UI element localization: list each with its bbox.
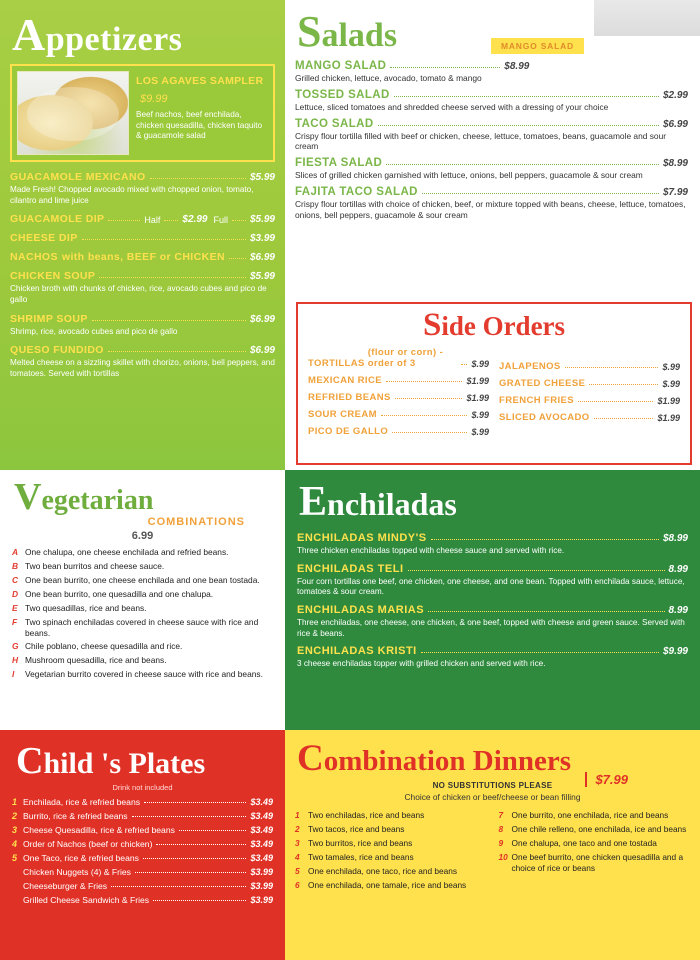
item-name: NACHOS [10, 251, 58, 264]
item-number: 3 [12, 825, 18, 835]
salads-section [285, 0, 700, 300]
item-name: ENCHILADAS MINDY'S [297, 532, 427, 545]
side-orders-right-column [499, 347, 680, 443]
appetizers-title-rest: ppetizers [45, 21, 183, 58]
list-item [12, 641, 273, 652]
sampler-price: $9.99 [140, 93, 168, 105]
vegetarian-title [14, 478, 273, 516]
menu-item [308, 426, 489, 437]
list-item [295, 810, 487, 821]
leader-dots [394, 96, 659, 97]
full-label: Full [213, 215, 228, 226]
enchiladas-title-cap: E [299, 479, 328, 525]
leader-dots [144, 802, 246, 803]
menu-item [295, 118, 688, 153]
list-item [295, 880, 487, 891]
enchiladas-title-rest: nchiladas [327, 486, 457, 522]
menu-item [12, 895, 273, 905]
leader-dots [92, 320, 246, 321]
half-label: Half [144, 215, 161, 226]
item-number: 9 [498, 837, 504, 848]
item-name: Cheeseburger & Fries [23, 881, 108, 891]
item-letter: F [12, 616, 18, 627]
combination-dinners-title-cap: C [297, 738, 324, 779]
menu-item [295, 157, 688, 181]
combination-choice-note: Choice of chicken or beef/cheese or bean filling [404, 792, 581, 802]
item-price: $3.99 [250, 895, 273, 905]
enchiladas-title [299, 480, 688, 524]
item-description: Grilled chicken, lettuce, avocado, tomato & mango [295, 73, 482, 83]
leader-dots [408, 570, 665, 571]
item-price: $8.99 [504, 61, 530, 72]
sampler-text [129, 71, 268, 155]
item-number: 4 [12, 839, 18, 849]
item-name: Cheese Quesadilla, rice & refried beans [23, 825, 175, 835]
item-price: $3.49 [250, 811, 273, 821]
item-price: $3.49 [250, 853, 273, 863]
item-letter: H [12, 655, 19, 666]
menu-item [12, 825, 273, 835]
menu-item [308, 409, 489, 420]
item-name: FIESTA SALAD [295, 157, 383, 169]
item-text: One chalupa, one taco and one tostada [511, 837, 657, 848]
item-name: TACO SALAD [295, 117, 374, 130]
item-description: Crispy flour tortilla filled with beef or chicken, cheese, lettuce, tomatoes, beans, guacamole and sour cream [295, 130, 667, 152]
item-half-price: $2.99 [182, 214, 208, 226]
item-text: One bean burrito, one cheese enchilada and one bean tostada. [25, 574, 260, 585]
menu-item [295, 89, 688, 113]
item-price: $.99 [471, 409, 489, 420]
item-price: $3.49 [250, 839, 273, 849]
item-name: FAJITA TACO SALAD [295, 185, 418, 198]
item-name: ENCHILADAS MARIAS [297, 604, 425, 617]
no-substitutions-note: NO SUBSTITUTIONS PLEASE [432, 781, 553, 790]
item-price: $2.99 [662, 89, 688, 101]
item-description: Four corn tortillas one beef, one chicken, one cheese, and one bean. Topped with enchilada sauce, lettuce, tomatoes & sour cream. [297, 576, 685, 597]
item-description: Shrimp, rice, avocado cubes and pico de gallo [10, 326, 178, 336]
combination-price: $7.99 [585, 772, 628, 787]
item-price: $8.99 [662, 158, 688, 169]
sampler-name: LOS AGAVES SAMPLER [136, 75, 264, 87]
item-price: $3.99 [250, 867, 273, 877]
list-item [499, 810, 691, 821]
item-price: $1.99 [657, 395, 680, 406]
item-text: One enchilada, one tamale, rice and beans [308, 879, 467, 890]
item-name: Enchilada, rice & refried beans [23, 797, 141, 807]
item-number: 5 [295, 865, 300, 876]
vegetarian-title-cap: V [14, 476, 42, 518]
leader-dots [381, 415, 468, 416]
item-text: Vegetarian burrito covered in cheese sauce with rice and beans. [25, 669, 263, 680]
menu-item [12, 881, 273, 891]
item-description: Melted cheese on a sizzling skillet with chorizo, onions, bell peppers, and tomatoes. Served with tortillas [10, 358, 275, 378]
leader-dots [421, 652, 659, 653]
item-name: Order of Nachos (beef or chicken) [23, 839, 153, 849]
list-item [12, 603, 273, 614]
item-name: SHRIMP SOUP [10, 312, 88, 325]
list-item [12, 561, 273, 572]
leader-dots [108, 351, 246, 352]
menu-item [499, 412, 680, 423]
item-price: $8.99 [662, 533, 688, 545]
list-item [295, 824, 487, 835]
item-name: PICO DE GALLO [308, 425, 389, 437]
item-text: Mushroom quesadilla, rice and beans. [25, 655, 167, 666]
item-description: Chicken broth with chunks of chicken, rice, avocado cubes and pico de gallo [10, 284, 267, 304]
menu-item [499, 378, 680, 389]
leader-dots [111, 886, 246, 887]
leader-dots [99, 277, 246, 278]
item-number: 1 [295, 810, 300, 820]
item-price: $1.99 [657, 412, 680, 423]
item-name: Burrito, rice & refried beans [23, 811, 128, 821]
menu-item [295, 186, 688, 221]
menu-item [308, 347, 489, 369]
menu-item [297, 604, 688, 639]
combination-dinners-section [285, 730, 700, 960]
item-name: ENCHILADAS KRISTI [297, 645, 417, 658]
item-name: FRENCH FRIES [499, 394, 574, 406]
item-name: Chicken Nuggets (4) & Fries [23, 867, 131, 877]
childs-plates-title-rest: hild 's Plates [43, 747, 206, 780]
item-note: (flour or corn) - order of 3 [367, 346, 444, 369]
combination-right-column [499, 810, 691, 894]
list-item [295, 852, 487, 863]
leader-dots [108, 220, 140, 221]
item-name: SLICED AVOCADO [499, 411, 590, 423]
menu-item [10, 232, 275, 244]
item-name: TORTILLAS [308, 357, 365, 369]
leader-dots [594, 418, 654, 419]
item-description: Crispy flour tortillas with choice of chicken, beef, or mixture topped with beans, cheese, lettuce, tomatoes, onions, bell peppers, guacamole & sour cream [295, 198, 686, 220]
menu-item [297, 645, 688, 670]
leader-dots [392, 432, 467, 433]
menu-item [10, 270, 275, 305]
item-price: $6.99 [662, 118, 688, 130]
leader-dots [232, 220, 246, 221]
leader-dots [143, 858, 247, 859]
leader-dots [150, 178, 246, 179]
item-letter: A [12, 547, 19, 557]
leader-dots [422, 193, 659, 194]
food-plate-photo [17, 71, 129, 155]
item-number: 2 [12, 811, 18, 821]
leader-dots [153, 900, 246, 901]
item-number: 5 [12, 853, 18, 863]
item-price: $3.49 [250, 797, 273, 807]
leader-dots [461, 364, 467, 365]
item-text: Two quesadillas, rice and beans. [25, 602, 147, 613]
menu-item [499, 361, 680, 372]
item-text: Two enchiladas, rice and beans [308, 810, 425, 820]
item-name: Grilled Cheese Sandwich & Fries [23, 895, 150, 905]
menu-item [499, 395, 680, 406]
appetizers-section [0, 0, 285, 470]
combination-grid [295, 810, 690, 894]
leader-dots [179, 830, 247, 831]
item-text: Two burritos, rice and beans [308, 837, 413, 848]
item-name: TOSSED SALAD [295, 88, 390, 101]
item-price: $1.99 [466, 392, 489, 403]
item-number: 2 [295, 823, 300, 834]
item-letter: G [12, 641, 19, 652]
item-name: CHEESE DIP [10, 232, 78, 245]
menu-item [12, 839, 273, 849]
side-orders-title [308, 308, 680, 343]
menu-item [308, 392, 489, 403]
item-price: $6.99 [249, 345, 275, 357]
leader-dots [164, 220, 178, 221]
item-name: ENCHILADAS TELI [297, 562, 404, 575]
list-item [12, 547, 273, 558]
item-text: Two bean burritos and cheese sauce. [25, 560, 165, 571]
item-name: JALAPENOS [499, 360, 561, 372]
combination-left-column [295, 810, 487, 894]
menu-item [10, 171, 275, 206]
menu-item [10, 313, 275, 338]
salad-photo [594, 0, 700, 36]
childs-plates-title-cap: C [16, 740, 44, 782]
item-price: 8.99 [668, 605, 688, 617]
item-text: One chalupa, one cheese enchilada and refried beans. [25, 547, 229, 557]
item-name: MEXICAN RICE [308, 374, 382, 386]
item-name: QUESO FUNDIDO [10, 344, 104, 357]
side-orders-section [296, 302, 692, 465]
item-price: $.99 [662, 378, 680, 389]
item-name: One Taco, rice & refried beans [23, 853, 139, 863]
item-full-price: $5.99 [249, 214, 275, 226]
item-letter: E [12, 602, 18, 613]
leader-dots [156, 844, 246, 845]
item-number: 6 [295, 879, 300, 890]
list-item [12, 655, 273, 666]
leader-dots [386, 164, 659, 165]
item-text: One beef burrito, one chicken quesadilla and a choice of rice or beans [511, 851, 684, 873]
item-number: 10 [498, 851, 508, 862]
item-text: Two tacos, rice and beans [308, 823, 405, 834]
leader-dots [132, 816, 247, 817]
leader-dots [390, 67, 500, 68]
item-price: $.99 [471, 426, 489, 437]
vegetarian-section [0, 470, 285, 730]
side-orders-title-cap: S [422, 307, 442, 343]
item-subtext: with beans, BEEF or CHICKEN [61, 251, 225, 264]
sampler-description: Beef nachos, beef enchilada, chicken quesadilla, chicken taquito & guacamole salad [136, 110, 263, 141]
mango-salad-tab: MANGO SALAD [491, 38, 584, 54]
enchiladas-section [285, 470, 700, 730]
item-name: GUACAMOLE MEXICANO [10, 171, 146, 183]
leader-dots [565, 367, 659, 368]
list-item [499, 824, 691, 835]
item-price: $5.99 [249, 271, 275, 283]
item-price: $3.49 [250, 825, 273, 835]
menu-item [295, 60, 688, 84]
menu-item [10, 344, 275, 379]
leader-dots [431, 539, 659, 540]
list-item [12, 617, 273, 639]
list-item [295, 838, 487, 849]
menu-item [12, 797, 273, 807]
item-name: MANGO SALAD [295, 60, 387, 72]
item-number: 1 [12, 797, 18, 807]
item-description: Made Fresh! Chopped avocado mixed with chopped onion, tomato, cilantro and lime juice [10, 185, 254, 205]
item-name: CHICKEN SOUP [10, 270, 96, 283]
item-price: $6.99 [249, 313, 275, 325]
item-description: Lettuce, sliced tomatoes and shredded cheese served with a dressing of your choice [295, 101, 609, 112]
childs-plates-title [16, 742, 273, 780]
appetizers-title [12, 9, 275, 60]
list-item [499, 838, 691, 849]
menu-item [10, 213, 275, 225]
menu-item [12, 811, 273, 821]
item-letter: D [12, 588, 19, 599]
item-name: GUACAMOLE DIP [10, 213, 105, 226]
combination-dinners-title [297, 740, 690, 777]
item-price: $3.99 [250, 881, 273, 891]
item-price: $7.99 [662, 186, 688, 198]
item-price: $3.99 [249, 233, 275, 245]
item-price: $.99 [662, 361, 680, 372]
item-text: One enchilada, one taco, rice and beans [308, 865, 457, 876]
item-number: 3 [295, 837, 300, 848]
side-orders-grid [308, 347, 680, 443]
item-text: One burrito, one enchilada, rice and beans [511, 810, 669, 820]
item-description: Three enchiladas, one cheese, one chicken, & one beef, topped with cheese and green sauce. Served with rice & beans. [297, 618, 685, 638]
item-description: Three chicken enchiladas topped with cheese sauce and served with rice. [297, 546, 565, 556]
leader-dots [589, 384, 658, 385]
item-text: Chile poblano, cheese quesadilla and rice. [25, 641, 183, 652]
leader-dots [135, 872, 247, 873]
sampler-item [10, 64, 275, 162]
menu-item [12, 867, 273, 877]
item-description: 3 cheese enchiladas topper with grilled chicken and served with rice. [297, 659, 546, 669]
item-number: 7 [498, 810, 504, 820]
item-name: GRATED CHEESE [499, 377, 586, 389]
vegetarian-title-rest: egetarian [41, 485, 154, 516]
list-item [12, 669, 273, 680]
item-letter: I [12, 669, 15, 680]
leader-dots [229, 258, 246, 259]
item-text: Two tamales, rice and beans [308, 851, 414, 862]
menu-item [10, 251, 275, 263]
item-text: One bean burrito, one quesadilla and one chalupa. [25, 588, 214, 599]
vegetarian-price: 6.99 [131, 530, 154, 542]
item-letter: B [12, 560, 19, 571]
leader-dots [578, 401, 653, 402]
menu-item [12, 853, 273, 863]
leader-dots [82, 239, 246, 240]
list-item [12, 589, 273, 600]
menu-item [308, 375, 489, 386]
item-price: $6.99 [249, 252, 275, 264]
menu-item [297, 563, 688, 598]
item-price: 8.99 [668, 563, 688, 575]
item-name: SOUR CREAM [308, 408, 377, 420]
combination-dinners-title-rest: ombination Dinners [323, 745, 572, 777]
list-item [499, 852, 691, 874]
leader-dots [428, 611, 664, 612]
item-text: Two spinach enchiladas covered in cheese sauce with rice and beans. [25, 616, 259, 638]
leader-dots [395, 398, 463, 399]
side-orders-title-rest: ide Orders [441, 311, 566, 341]
item-number: 8 [498, 823, 504, 834]
leader-dots [378, 125, 659, 126]
menu-item [297, 532, 688, 557]
item-description: Slices of grilled chicken garnished with lettuce, onions, bell peppers, guacamole & sour cream [295, 170, 643, 180]
appetizers-title-cap: A [12, 9, 46, 60]
item-price: $5.99 [249, 172, 275, 183]
item-number: 4 [295, 851, 300, 862]
item-letter: C [12, 574, 19, 585]
item-price: $1.99 [466, 375, 489, 386]
salads-title-cap: S [297, 7, 322, 56]
item-text: One chile relleno, one enchilada, ice and beans [511, 823, 687, 834]
list-item [295, 866, 487, 877]
salads-title-rest: alads [321, 17, 398, 54]
item-price: $.99 [471, 358, 489, 369]
side-orders-left-column [308, 347, 489, 443]
childs-plates-note: Drink not included [112, 783, 173, 792]
item-name: REFRIED BEANS [308, 391, 391, 403]
vegetarian-subtitle: COMBINATIONS [147, 516, 245, 528]
list-item [12, 575, 273, 586]
item-price: $9.99 [662, 646, 688, 658]
leader-dots [386, 381, 463, 382]
childs-plates-section [0, 730, 285, 960]
